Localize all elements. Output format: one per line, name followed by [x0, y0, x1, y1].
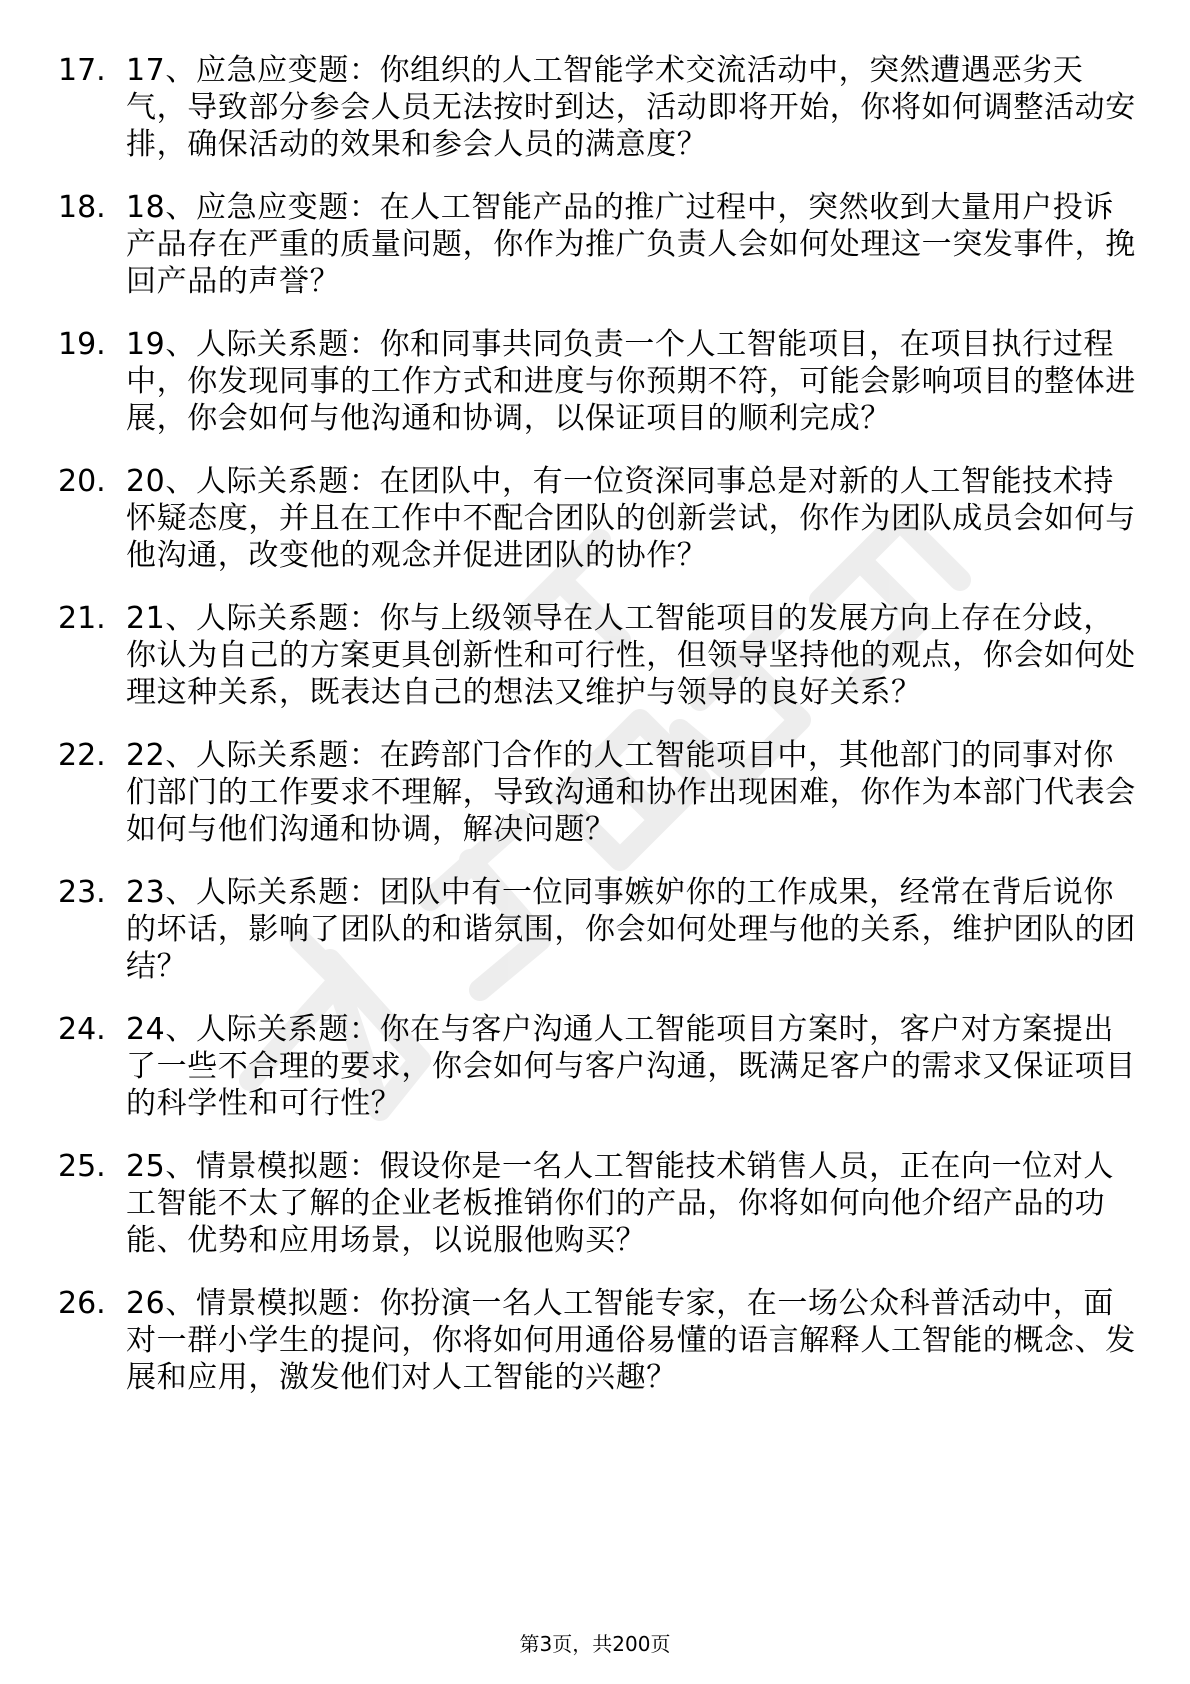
- list-item: [58, 1148, 1138, 1259]
- list-item: [58, 737, 1138, 848]
- list-item: [58, 874, 1138, 985]
- question-text: 25、情景模拟题：假设你是一名人工智能技术销售人员，正在向一位对人工智能不太了解的企业老板推销你们的产品，你将如何向他介绍产品的功能、优势和应用场景，以说服他购买？: [126, 1149, 1114, 1258]
- question-number: 26.: [58, 1286, 106, 1321]
- question-text: 21、人际关系题：你与上级领导在人工智能项目的发展方向上存在分歧，你认为自己的方案更具创新性和可行性，但领导坚持他的观点，你会如何处理这种关系，既表达自己的想法又维护与领导的良好关系？: [126, 601, 1136, 710]
- question-number: 20.: [58, 464, 106, 499]
- question-number: 24.: [58, 1012, 106, 1047]
- question-text: 24、人际关系题：你在与客户沟通人工智能项目方案时，客户对方案提出了一些不合理的要求，你会如何与客户沟通，既满足客户的需求又保证项目的科学性和可行性？: [126, 1012, 1136, 1121]
- question-text: 17、应急应变题：你组织的人工智能学术交流活动中，突然遭遇恶劣天气，导致部分参会人员无法按时到达，活动即将开始，你将如何调整活动安排，确保活动的效果和参会人员的满意度？: [126, 53, 1136, 162]
- question-number: 23.: [58, 875, 106, 910]
- question-number: 19.: [58, 327, 106, 362]
- question-text: 19、人际关系题：你和同事共同负责一个人工智能项目，在项目执行过程中，你发现同事的工作方式和进度与你预期不符，可能会影响项目的整体进展，你会如何与他沟通和协调，以保证项目的顺利完成？: [126, 327, 1136, 436]
- list-item: [58, 463, 1138, 574]
- question-number: 22.: [58, 738, 106, 773]
- question-number: 17.: [58, 53, 106, 88]
- list-item: [58, 189, 1138, 300]
- list-item: [58, 326, 1138, 437]
- question-number: 21.: [58, 601, 106, 636]
- question-text: 18、应急应变题：在人工智能产品的推广过程中，突然收到大量用户投诉产品存在严重的质量问题，你作为推广负责人会如何处理这一突发事件，挽回产品的声誉？: [126, 190, 1136, 299]
- question-list: [58, 52, 1138, 1422]
- list-item: [58, 52, 1138, 163]
- question-number: 18.: [58, 190, 106, 225]
- question-text: 26、情景模拟题：你扮演一名人工智能专家，在一场公众科普活动中，面对一群小学生的提问，你将如何用通俗易懂的语言解释人工智能的概念、发展和应用，激发他们对人工智能的兴趣？: [126, 1286, 1136, 1395]
- list-item: [58, 1285, 1138, 1396]
- question-number: 25.: [58, 1149, 106, 1184]
- list-item: [58, 600, 1138, 711]
- question-text: 22、人际关系题：在跨部门合作的人工智能项目中，其他部门的同事对你们部门的工作要求不理解，导致沟通和协作出现困难，你作为本部门代表会如何与他们沟通和协调，解决问题？: [126, 738, 1136, 847]
- list-item: [58, 1011, 1138, 1122]
- question-text: 20、人际关系题：在团队中，有一位资深同事总是对新的人工智能技术持怀疑态度，并且在工作中不配合团队的创新尝试，你作为团队成员会如何与他沟通，改变他的观念并促进团队的协作？: [126, 464, 1136, 573]
- question-text: 23、人际关系题：团队中有一位同事嫉妒你的工作成果，经常在背后说你的坏话，影响了团队的和谐氛围，你会如何处理与他的关系，维护团队的团结？: [126, 875, 1136, 984]
- page-footer: 第3页，共200页: [519, 1632, 671, 1656]
